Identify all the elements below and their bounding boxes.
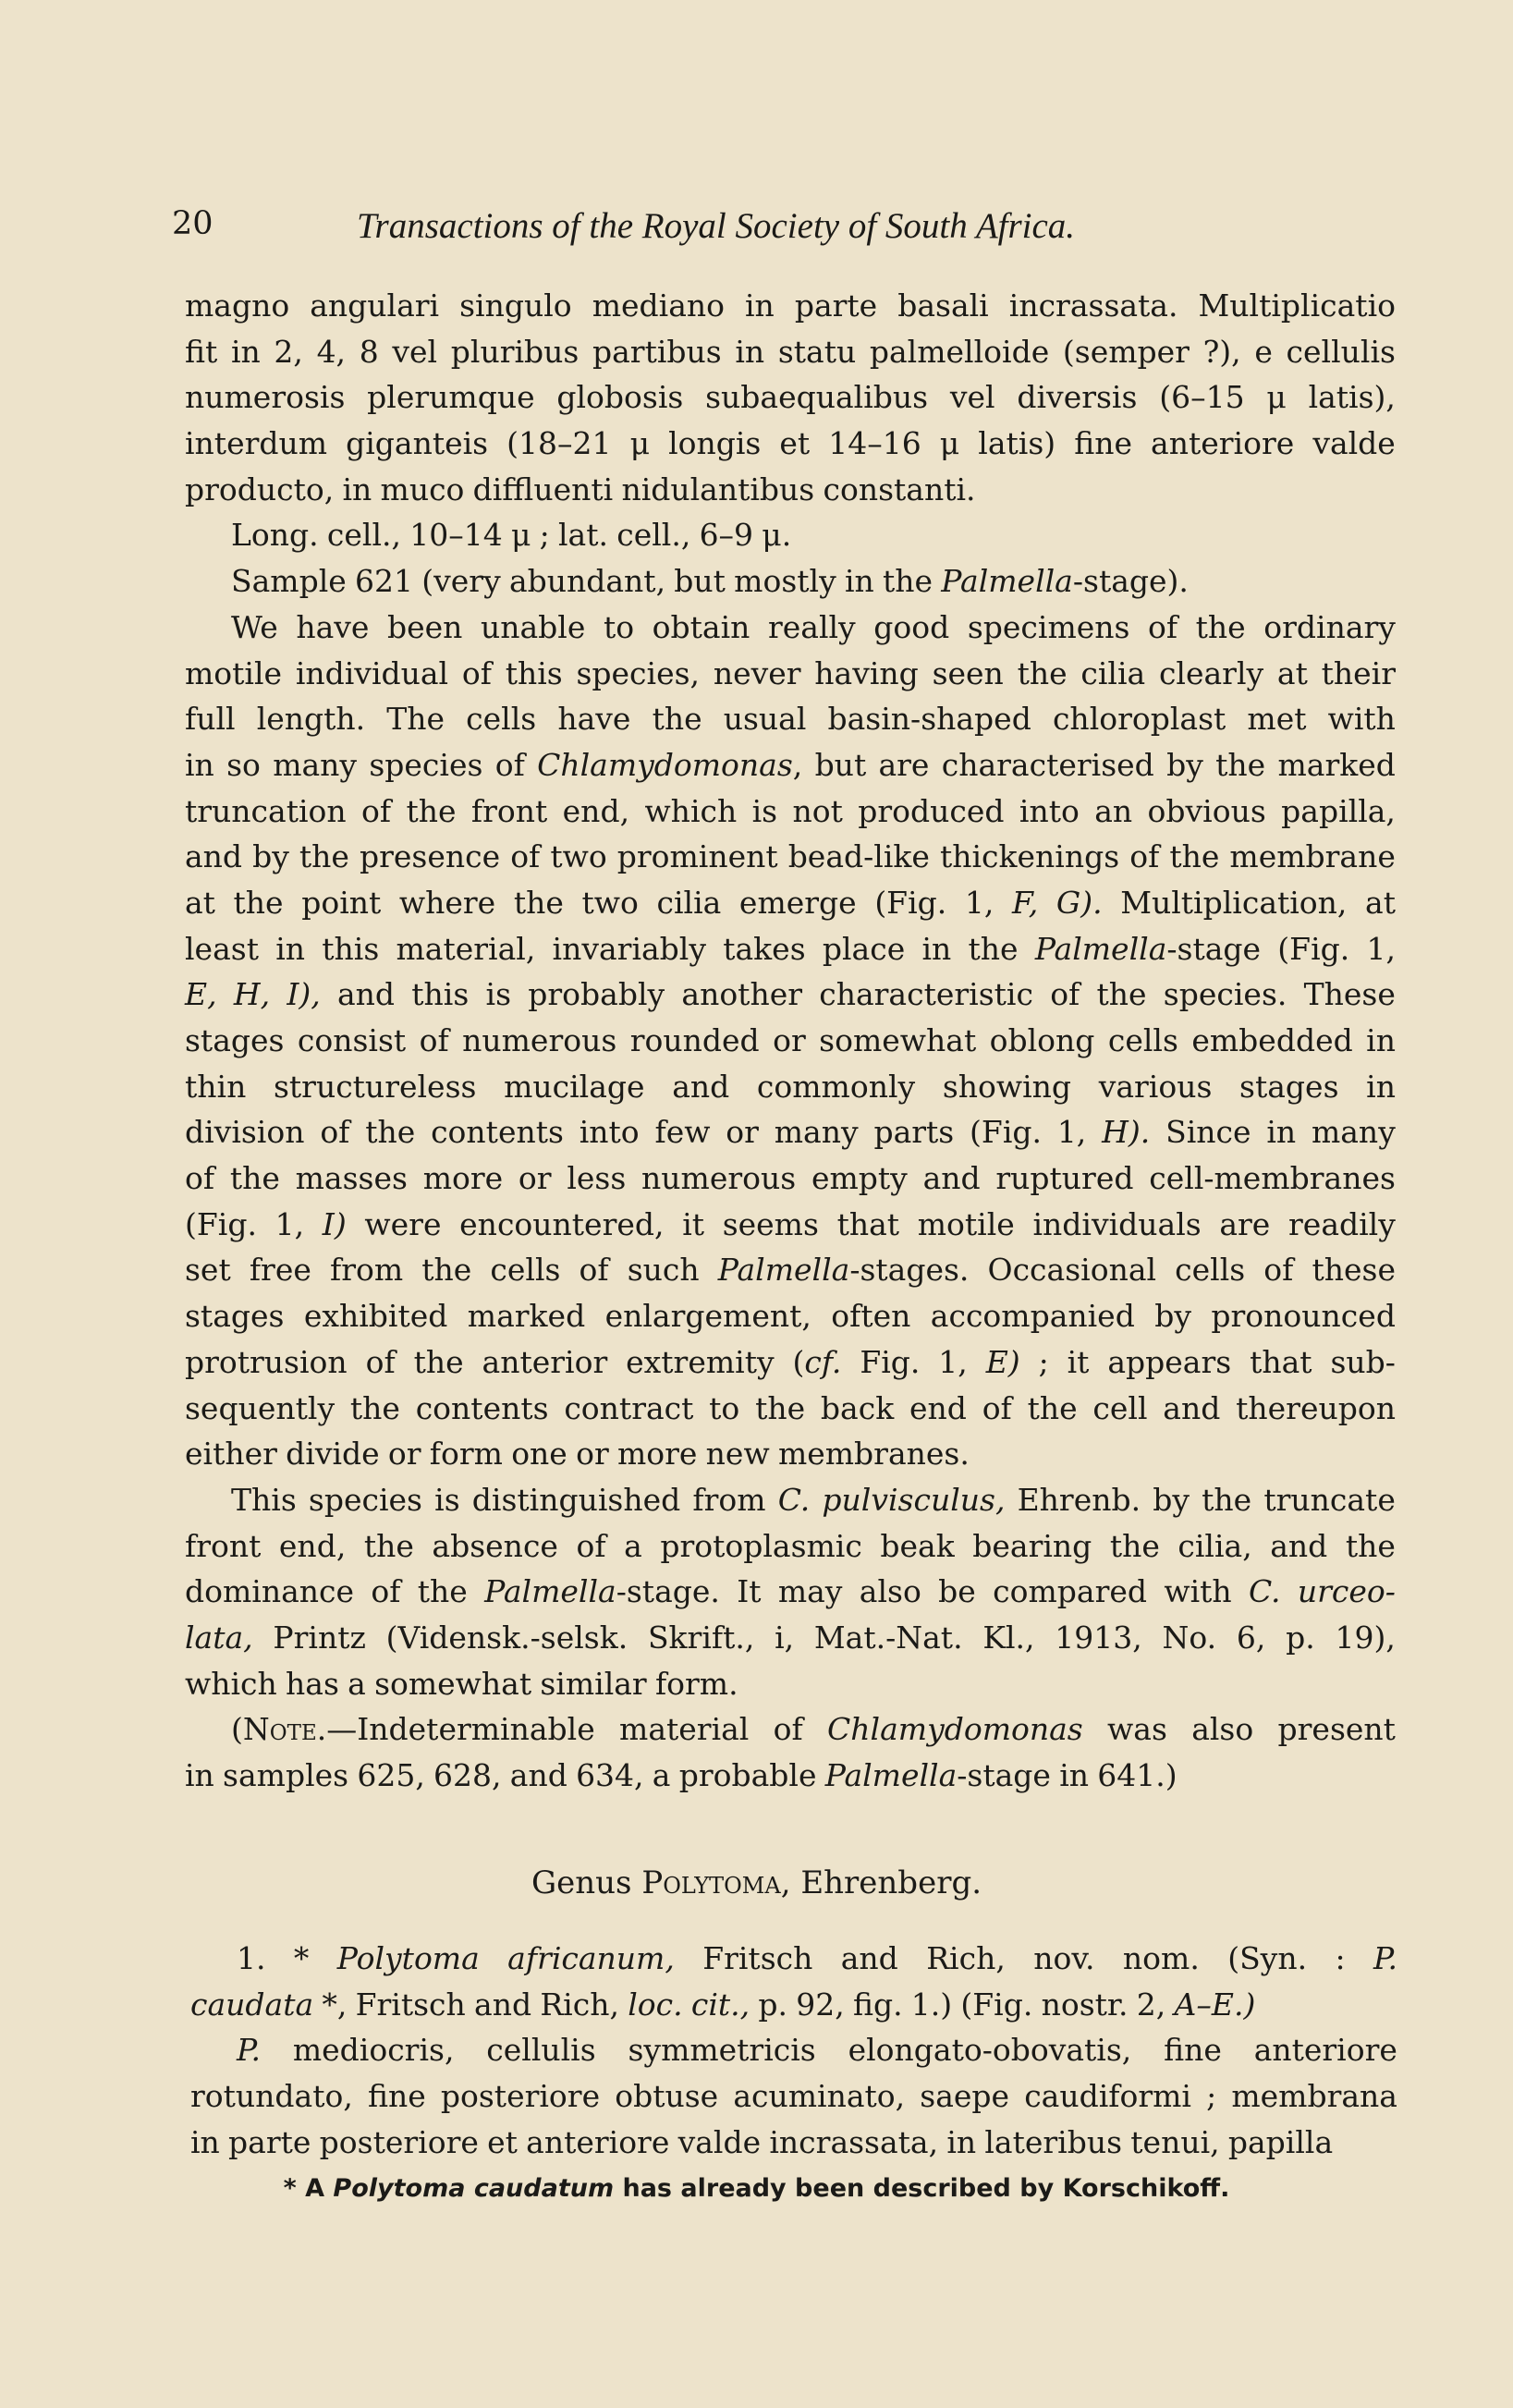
section-heading-text: Genus Polytoma, Ehrenberg. <box>531 1864 982 1901</box>
text-line: of the masses more or less numerous empty and ruptured cell-membranes <box>185 1160 1396 1197</box>
species-description <box>190 1936 1397 2165</box>
text-line: set free from the cells of such Palmella-stages. Occasional cells of these <box>185 1252 1396 1289</box>
text-line: 1. * Polytoma africanum, Fritsch and Rich, nov. nom. (Syn. : P. <box>237 1940 1397 1976</box>
text-line: Long. cell., 10–14 μ ; lat. cell., 6–9 μ. <box>231 517 792 554</box>
text-line: (Note.—Indeterminable material of Chlamydomonas was also present <box>231 1711 1396 1748</box>
footnote <box>0 2174 1513 2203</box>
text-line: either divide or form one or more new membranes. <box>185 1436 970 1473</box>
text-line: sequently the contents contract to the back end of the cell and thereupon <box>185 1389 1396 1426</box>
text-line: producto, in muco diffluenti nidulantibus constanti. <box>185 471 976 507</box>
text-line: truncation of the front end, which is not produced into an obvious papilla, <box>185 792 1396 829</box>
text-line: stages exhibited marked enlargement, often accompanied by pronounced <box>185 1298 1396 1335</box>
text-line: thin structureless mucilage and commonly showing various stages in <box>185 1068 1396 1105</box>
text-line: This species is distinguished from C. pulvisculus, Ehrenb. by the truncate <box>231 1481 1396 1518</box>
main-text <box>185 283 1396 1799</box>
text-line: at the point where the two cilia emerge (Fig. 1, F, G). Multiplication, at <box>185 884 1396 921</box>
text-line: We have been unable to obtain really good specimens of the ordinary <box>231 608 1396 645</box>
text-line: which has a somewhat similar form. <box>185 1665 738 1702</box>
text-line: magno angulari singulo mediano in parte basali incrassata. Multiplicatio <box>185 287 1396 324</box>
text-line: (Fig. 1, I) were encountered, it seems that motile individuals are readily <box>185 1205 1396 1242</box>
section-heading <box>0 1860 1513 1906</box>
running-header <box>172 205 1392 251</box>
text-line: stages consist of numerous rounded or somewhat oblong cells embedded in <box>185 1022 1396 1058</box>
text-line: Sample 621 (very abundant, but mostly in the Palmella-stage). <box>231 563 1189 600</box>
text-line: motile individual of this species, never having seen the cilia clearly at their <box>185 654 1396 691</box>
text-line: least in this material, invariably takes place in the Palmella-stage (Fig. 1, <box>185 930 1396 967</box>
text-line: division of the contents into few or many parts (Fig. 1, H). Since in many <box>185 1114 1396 1151</box>
page-number: 20 <box>172 205 214 242</box>
running-title: Transactions of the Royal Society of South Africa. <box>357 206 1076 246</box>
text-line: full length. The cells have the usual basin-shaped chloroplast met with <box>185 701 1396 738</box>
text-line: in so many species of Chlamydomonas, but are characterised by the marked <box>185 746 1396 783</box>
text-line: in samples 625, 628, and 634, a probable Palmella-stage in 641.) <box>185 1757 1177 1793</box>
text-line: rotundato, fine posteriore obtuse acuminato, saepe caudiformi ; membrana <box>190 2078 1397 2115</box>
text-line: protrusion of the anterior extremity (cf. Fig. 1, E) ; it appears that sub- <box>185 1343 1396 1380</box>
text-line: caudata *, Fritsch and Rich, loc. cit., p. 92, fig. 1.) (Fig. nostr. 2, A–E.) <box>190 1986 1256 2023</box>
text-line: interdum giganteis (18–21 μ longis et 14–16 μ latis) fine anteriore valde <box>185 425 1396 462</box>
text-line: E, H, I), and this is probably another characteristic of the species. These <box>185 976 1396 1013</box>
text-line: and by the presence of two prominent bead-like thickenings of the membrane <box>185 838 1396 875</box>
text-line: P. mediocris, cellulis symmetricis elongato-obovatis, fine anteriore <box>237 2032 1397 2069</box>
footnote-text: * A Polytoma caudatum has already been described by Korschikoff. <box>283 2174 1230 2203</box>
text-line: numerosis plerumque globosis subaequalibus vel diversis (6–15 μ latis), <box>185 379 1396 416</box>
text-line: in parte posteriore et anteriore valde incrassata, in lateribus tenui, papilla <box>190 2123 1334 2160</box>
text-line: dominance of the Palmella-stage. It may also be compared with C. urceo- <box>185 1573 1396 1610</box>
text-line: lata, Printz (Vidensk.-selsk. Skrift., i, Mat.-Nat. Kl., 1913, No. 6, p. 19), <box>185 1619 1396 1656</box>
text-line: front end, the absence of a protoplasmic beak bearing the cilia, and the <box>185 1527 1396 1564</box>
text-line: fit in 2, 4, 8 vel pluribus partibus in statu palmelloide (semper ?), e cellulis <box>185 333 1396 370</box>
